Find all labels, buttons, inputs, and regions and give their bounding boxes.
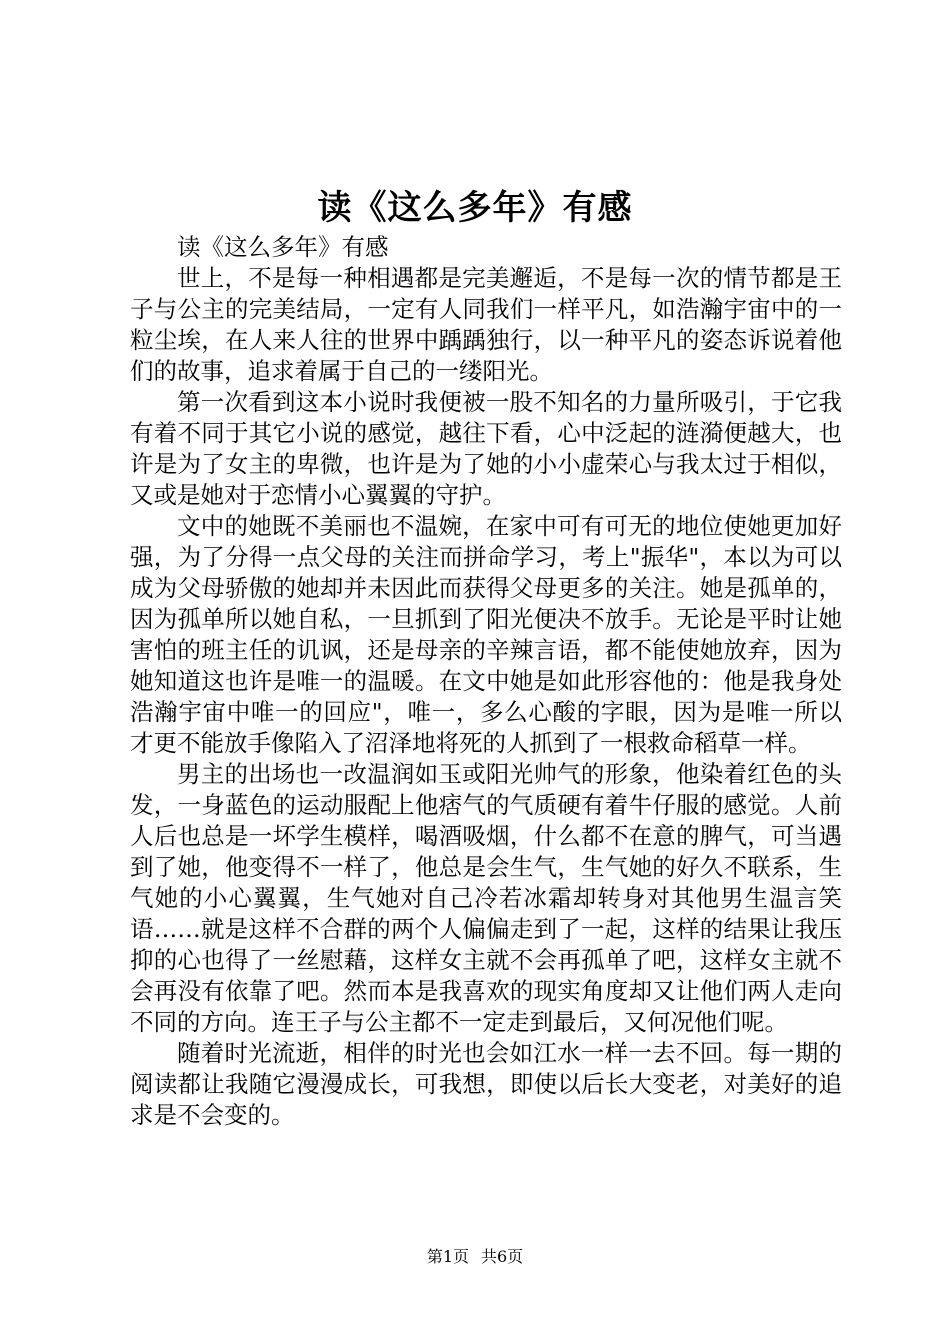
paragraph: 世上，不是每一种相遇都是完美邂逅，不是每一次的情节都是王子与公主的完美结局，一定有人同我们一样平凡，如浩瀚宇宙中的一粒尘埃，在人来人往的世界中踽踽独行，以一种平凡的姿态诉说着他们的故事，追求着属于自己的一缕阳光。 (130, 264, 842, 385)
document-body (130, 232, 842, 1131)
paragraph: 随着时光流逝，相伴的时光也会如江水一样一去不回。每一期的阅读都让我随它漫漫成长，可我想，即使以后长大变老，对美好的追求是不会变的。 (130, 1039, 842, 1129)
page-number: 第1页 (426, 1247, 469, 1266)
paragraph: 文中的她既不美丽也不温婉，在家中可有可无的地位使她更加好强，为了分得一点父母的关注而拼命学习，考上"振华"，本以为可以成为父母骄傲的她却并未因此而获得父母更多的关注。她是孤单的，因为孤单所以她自私，一旦抓到了阳光便决不放手。无论是平时让她害怕的班主任的讥讽，还是母亲的辛辣言语，都不能使她放弃，因为她知道这也许是唯一的温暖。在文中她是如此形容他的：他是我身处浩瀚宇宙中唯一的回应"，唯一，多么心酸的字眼，因为是唯一所以才更不能放手像陷入了沼泽地将死的人抓到了一根救命稻草一样。 (130, 512, 842, 757)
paragraph: 第一次看到这本小说时我便被一股不知名的力量所吸引，于它我有着不同于其它小说的感觉，越往下看，心中泛起的涟漪便越大，也许是为了女主的卑微，也许是为了她的小小虚荣心与我太过于相似，又或是她对于恋情小心翼翼的守护。 (130, 388, 842, 509)
paragraph: 读《这么多年》有感 (177, 233, 389, 261)
paragraph: 男主的出场也一改温润如玉或阳光帅气的形象，他染着红色的头发，一身蓝色的运动服配上他痞气的气质硬有着牛仔服的感觉。人前人后也总是一坏学生模样，喝酒吸烟，什么都不在意的脾气，可当遇到了她，他变得不一样了，他总是会生气，生气她的好久不联系，生气她的小心翼翼，生气她对自己冷若冰霜却转身对其他男生温言笑语……就是这样不合群的两个人偏偏走到了一起，这样的结果让我压抑的心也得了一丝慰藉，这样女主就不会再孤单了吧，这样女主就不会再没有依靠了吧。然而本是我喜欢的现实角度却又让他们两人走向不同的方向。连王子与公主都不一定走到最后，又何况他们呢。 (130, 760, 842, 1036)
page-total: 共6页 (481, 1247, 524, 1266)
page-footer (0, 1246, 950, 1268)
document-title: 读《这么多年》有感 (317, 188, 633, 228)
